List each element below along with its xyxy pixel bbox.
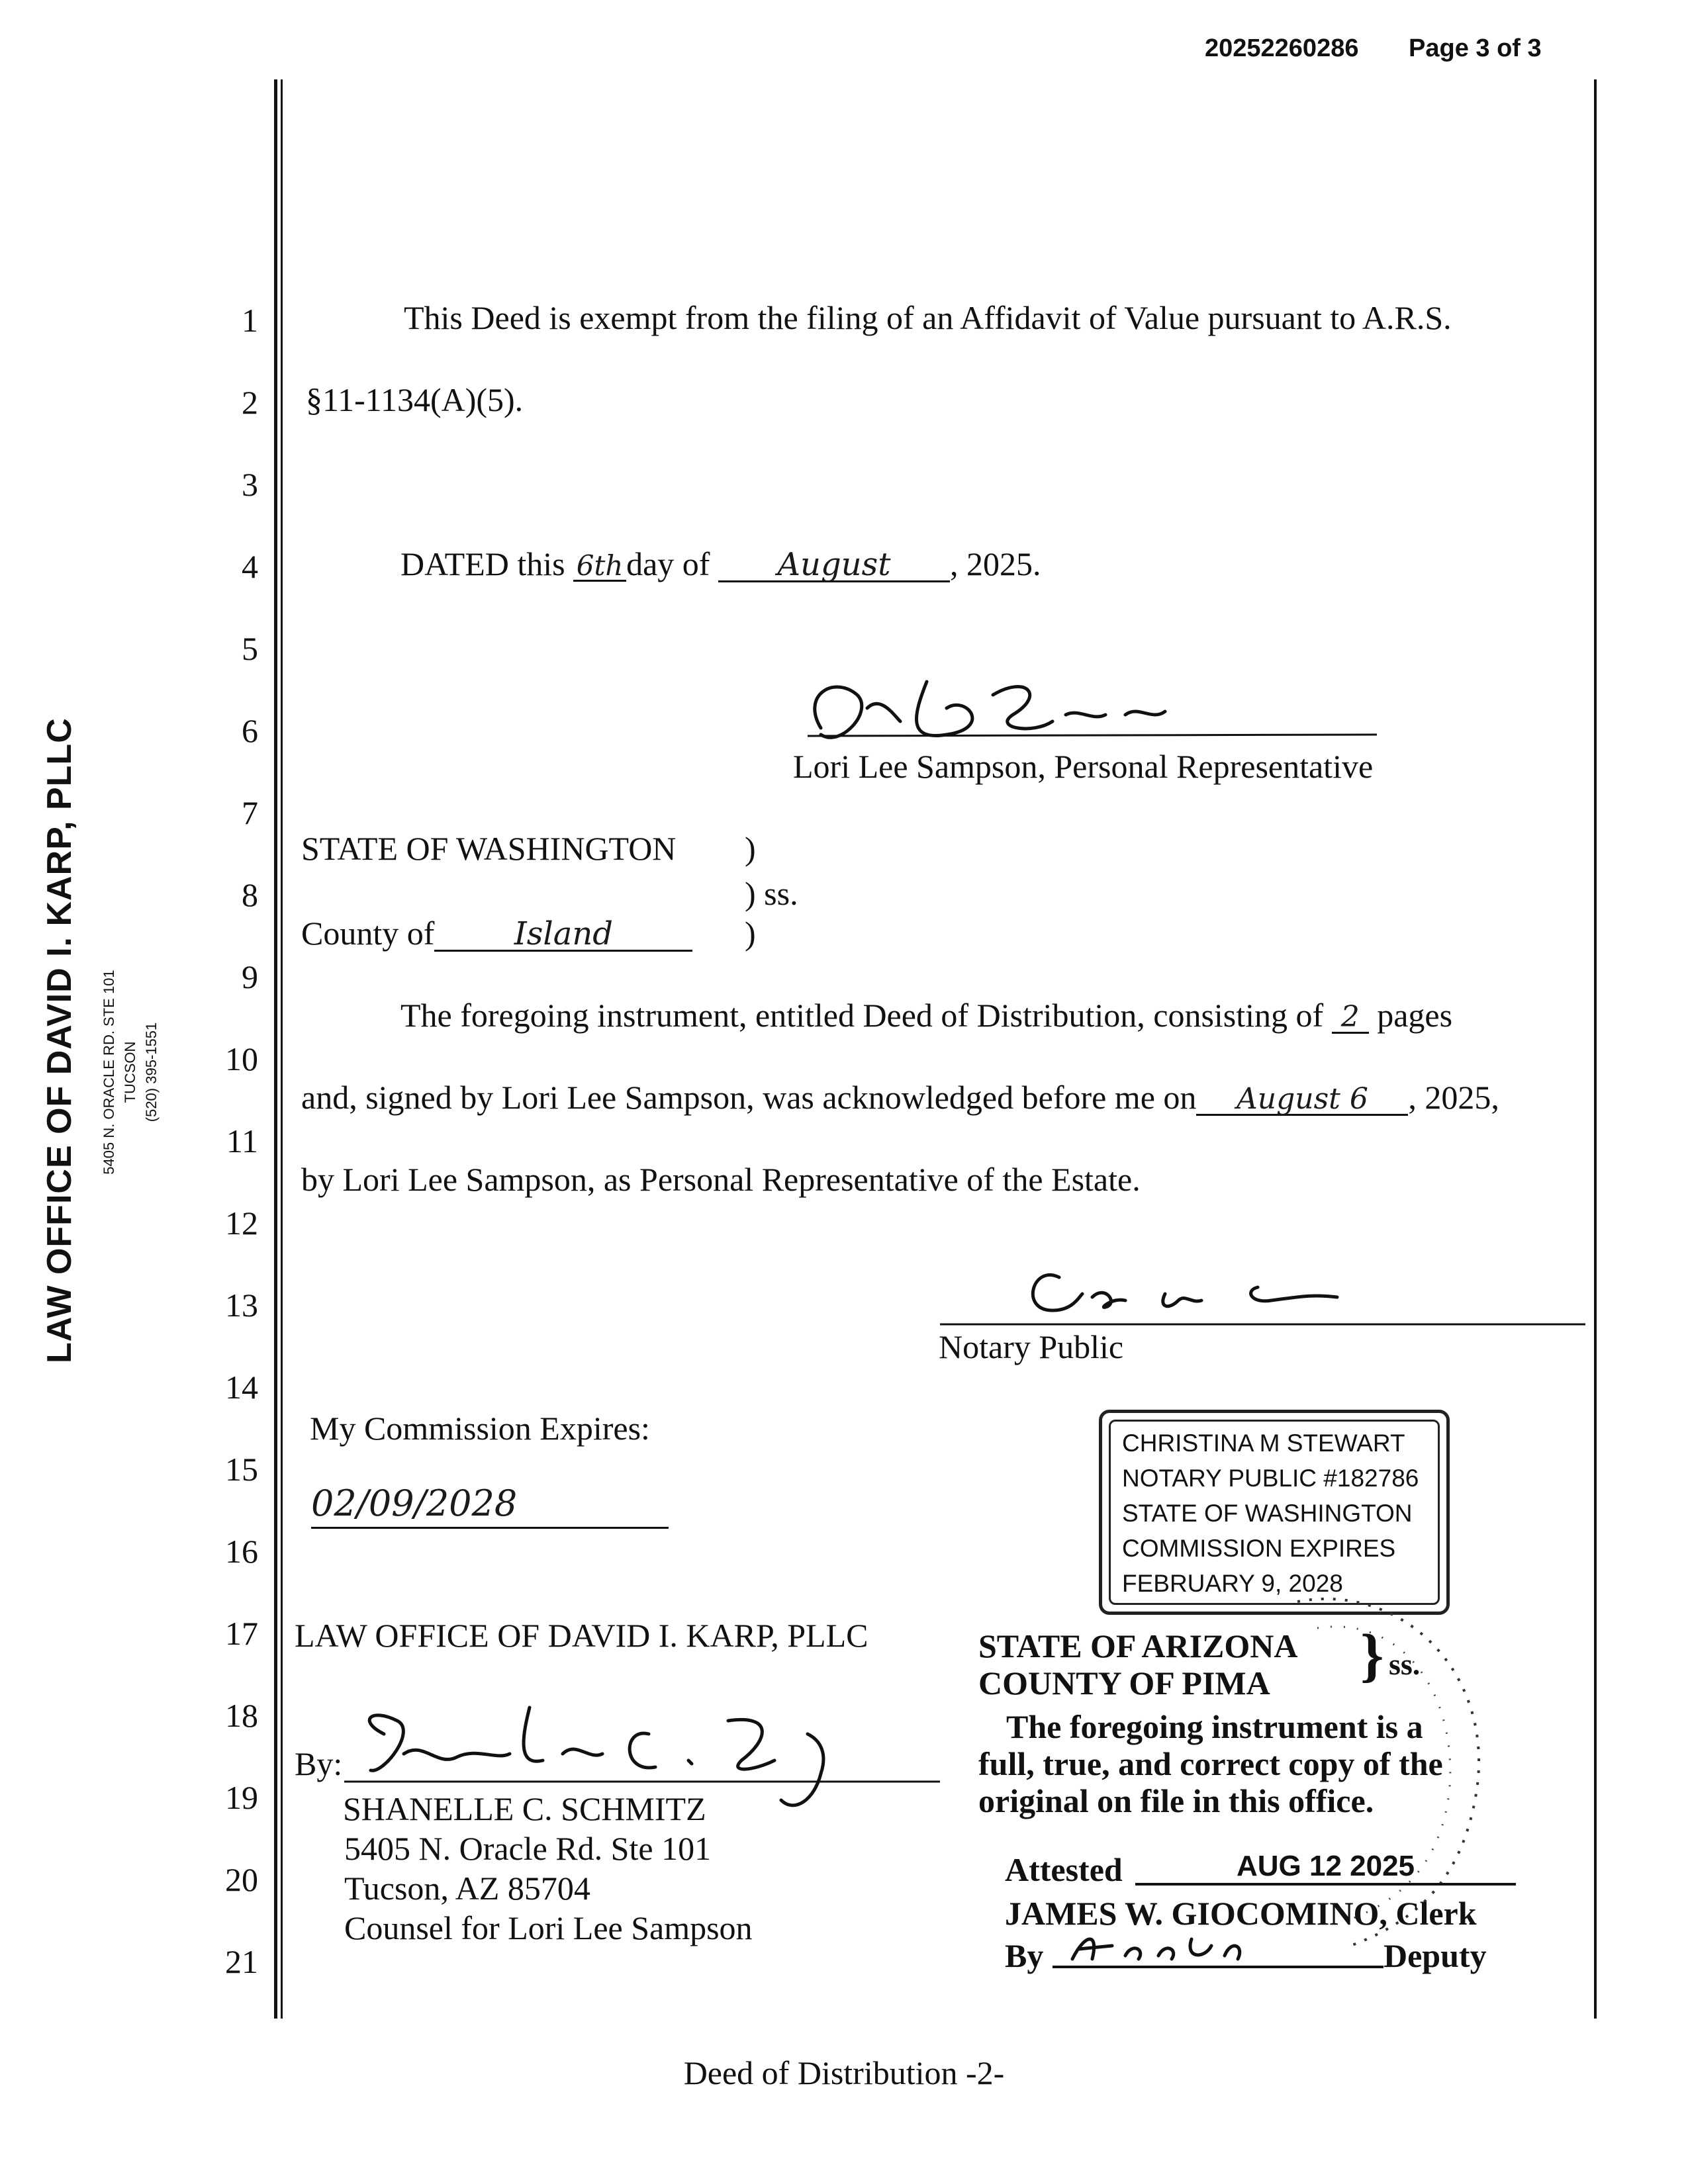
notary-seal-line: NOTARY PUBLIC #182786 xyxy=(1122,1465,1419,1492)
line-number: 16 xyxy=(225,1533,258,1570)
line-number: 14 xyxy=(225,1369,258,1406)
line-number: 6 xyxy=(242,712,258,749)
notary-ss: ) ss. xyxy=(745,875,798,912)
line-number: 19 xyxy=(225,1779,258,1816)
exempt-statement-line-2: §11-1134(A)(5). xyxy=(306,381,524,418)
line-number: 21 xyxy=(225,1943,258,1980)
notary-state: STATE OF WASHINGTON xyxy=(301,830,677,867)
clerk-state: STATE OF ARIZONA xyxy=(978,1627,1298,1664)
notary-seal-line: CHRISTINA M STEWART xyxy=(1122,1430,1405,1457)
dated-year: , 2025. xyxy=(949,545,1041,582)
line-number: 10 xyxy=(225,1040,258,1077)
ack-pages-handwritten: 2 xyxy=(1332,1003,1369,1034)
firm-name: LAW OFFICE OF DAVID I. KARP, PLLC xyxy=(295,1617,868,1654)
clerk-ss: ss. xyxy=(1389,1647,1421,1681)
county-line xyxy=(301,917,692,952)
clerk-attested-label: Attested xyxy=(1005,1851,1123,1888)
dated-day-handwritten: 6th xyxy=(573,552,626,582)
clerk-brace: } xyxy=(1360,1623,1384,1688)
notary-paren-2: ) xyxy=(745,915,756,952)
county-handwritten: Island xyxy=(434,918,692,952)
sidebar-phone: (520) 395-1551 xyxy=(143,1022,160,1122)
clerk-county: COUNTY OF PIMA xyxy=(978,1664,1270,1702)
sidebar-firm-block xyxy=(26,717,199,1363)
right-margin-rule xyxy=(1594,79,1597,2019)
counsel-address-1: 5405 N. Oracle Rd. Ste 101 xyxy=(344,1830,712,1867)
acknowledgment-line-3: by Lori Lee Sampson, as Personal Representative of the Estate. xyxy=(301,1161,1141,1198)
page-indicator: Page 3 of 3 xyxy=(1409,34,1542,62)
clerk-deputy-label: Deputy xyxy=(1383,1937,1487,1974)
line-number: 7 xyxy=(242,794,258,831)
commission-label: My Commission Expires: xyxy=(310,1410,650,1447)
notary-seal-line: FEBRUARY 9, 2028 xyxy=(1122,1570,1343,1597)
exempt-statement-line-1: This Deed is exempt from the filing of an Affidavit of Value pursuant to A.R.S. xyxy=(404,299,1452,336)
ack-line2-b: , 2025, xyxy=(1408,1079,1499,1116)
dated-prefix: DATED this xyxy=(400,545,565,582)
line-number: 11 xyxy=(226,1122,258,1160)
line-number: 12 xyxy=(225,1205,258,1242)
ack-line1-a: The foregoing instrument, entitled Deed of Distribution, consisting of xyxy=(400,997,1324,1034)
line-number: 9 xyxy=(242,958,258,995)
left-margin-rule-inner xyxy=(281,79,283,2019)
line-number: 1 xyxy=(242,302,258,339)
line-number: 4 xyxy=(242,548,258,585)
ack-line1-b: pages xyxy=(1377,997,1453,1034)
by-label: By: xyxy=(295,1745,343,1782)
commission-date-handwritten: 02/09/2028 xyxy=(311,1482,669,1529)
line-number: 8 xyxy=(242,876,258,913)
line-number: 3 xyxy=(242,466,258,503)
ack-line2-a: and, signed by Lori Lee Sampson, was acknowledged before me on xyxy=(301,1079,1197,1116)
page-footer: Deed of Distribution -2- xyxy=(683,2054,1005,2091)
left-margin-rule-outer xyxy=(274,79,277,2019)
notary-seal-line: COMMISSION EXPIRES xyxy=(1122,1535,1396,1562)
dated-line xyxy=(400,547,1041,582)
acknowledgment-line-2 xyxy=(301,1081,1499,1116)
line-number: 2 xyxy=(242,384,258,421)
notary-paren-1: ) xyxy=(745,830,756,867)
line-number: 17 xyxy=(225,1615,258,1652)
county-prefix: County of xyxy=(301,915,435,952)
counsel-role: Counsel for Lori Lee Sampson xyxy=(344,1909,753,1946)
clerk-line-5: original on file in this office. xyxy=(978,1782,1374,1819)
notary-signature xyxy=(940,1257,1589,1330)
sidebar-firm-name: LAW OFFICE OF DAVID I. KARP, PLLC xyxy=(40,717,79,1363)
line-number: 15 xyxy=(225,1451,258,1488)
counsel-address-2: Tucson, AZ 85704 xyxy=(344,1870,590,1907)
representative-caption: Lori Lee Sampson, Personal Representative xyxy=(793,748,1374,785)
clerk-line-3: The foregoing instrument is a xyxy=(1006,1708,1423,1745)
line-number: 5 xyxy=(242,630,258,667)
document-number: 20252260286 xyxy=(1205,34,1359,62)
clerk-deputy-signature xyxy=(1053,1919,1383,1972)
line-number: 13 xyxy=(225,1287,258,1324)
ack-date-handwritten: August 6 xyxy=(1196,1085,1408,1116)
clerk-attested-date: AUG 12 2025 xyxy=(1135,1850,1516,1886)
notary-caption: Notary Public xyxy=(939,1328,1124,1365)
notary-seal-line: STATE OF WASHINGTON xyxy=(1122,1500,1413,1527)
clerk-line-4: full, true, and correct copy of the xyxy=(978,1745,1443,1782)
sidebar-address: 5405 N. ORACLE RD. STE 101 xyxy=(101,970,117,1175)
clerk-by-label: By xyxy=(1005,1937,1044,1974)
clerk-name: JAMES W. GIOCOMINO, Clerk xyxy=(1005,1895,1477,1932)
line-number: 20 xyxy=(225,1861,258,1898)
acknowledgment-line-1 xyxy=(400,999,1452,1034)
line-number: 18 xyxy=(225,1697,258,1734)
dated-month-handwritten: August xyxy=(718,549,950,582)
counsel-name: SHANELLE C. SCHMITZ xyxy=(343,1790,706,1827)
representative-signature xyxy=(794,668,1390,761)
dated-mid: day of xyxy=(626,545,710,582)
sidebar-city: TUCSON xyxy=(122,1041,138,1103)
